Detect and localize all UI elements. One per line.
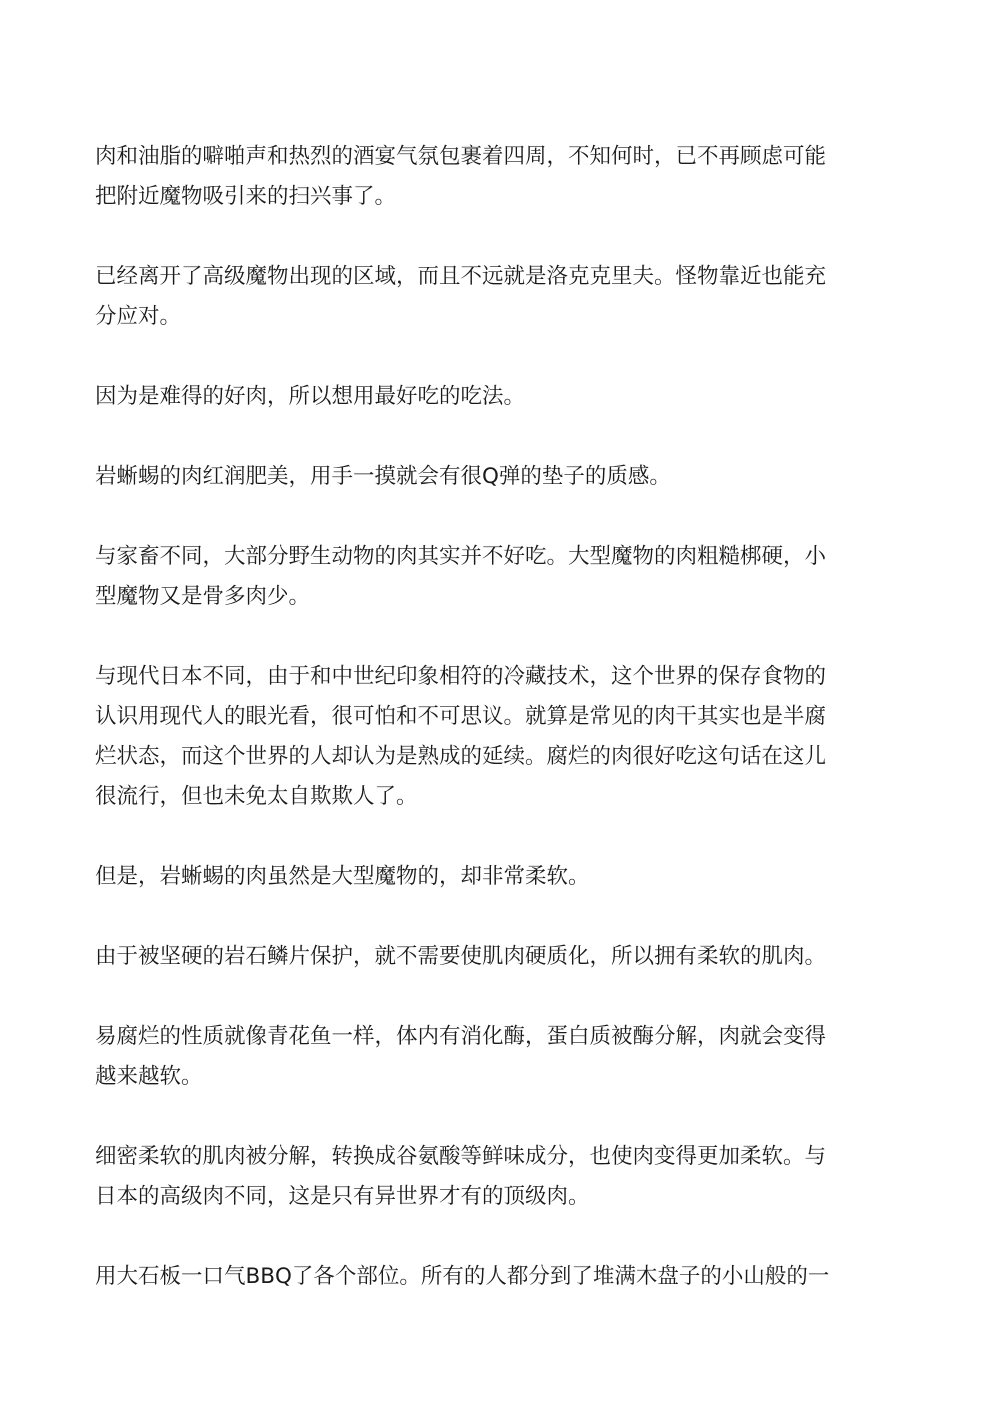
text-line: 但是，岩蜥蜴的肉虽然是大型魔物的，却非常柔软。 (95, 864, 590, 889)
paragraph (95, 857, 895, 897)
text-line: 由于被坚硬的岩石鳞片保护，就不需要使肌肉硬质化，所以拥有柔软的肌肉。 (95, 944, 827, 969)
paragraph (95, 1257, 895, 1297)
paragraph (95, 137, 895, 217)
text-line: 型魔物又是骨多肉少。 (95, 584, 311, 609)
text-line: 烂状态，而这个世界的人却认为是熟成的延续。腐烂的肉很好吃这句话在这儿 (95, 744, 827, 769)
text-line: 与家畜不同，大部分野生动物的肉其实并不好吃。大型魔物的肉粗糙梆硬，小 (95, 544, 827, 569)
text-line: 很流行，但也未免太自欺欺人了。 (95, 784, 418, 809)
text-line: 岩蜥蜴的肉红润肥美，用手一摸就会有很Q弹的垫子的质感。 (95, 464, 671, 489)
paragraph (95, 1137, 895, 1217)
paragraph (95, 257, 895, 337)
paragraph (95, 657, 895, 817)
text-line: 分应对。 (95, 304, 182, 329)
text-line: 细密柔软的肌肉被分解，转换成谷氨酸等鲜味成分，也使肉变得更加柔软。与 (95, 1144, 827, 1169)
paragraph (95, 1017, 895, 1097)
paragraph (95, 537, 895, 617)
text-line: 日本的高级肉不同，这是只有异世界才有的顶级肉。 (95, 1184, 590, 1209)
paragraph (95, 457, 895, 497)
text-line: 用大石板一口气BBQ了各个部位。所有的人都分到了堆满木盘子的小山般的一 (95, 1264, 830, 1289)
text-line: 已经离开了高级魔物出现的区域，而且不远就是洛克克里夫。怪物靠近也能充 (95, 264, 827, 289)
text-line: 与现代日本不同，由于和中世纪印象相符的冷藏技术，这个世界的保存食物的 (95, 664, 827, 689)
text-line: 因为是难得的好肉，所以想用最好吃的吃法。 (95, 384, 526, 409)
novel-text-body (95, 137, 895, 1337)
text-line: 肉和油脂的噼啪声和热烈的酒宴气氛包裹着四周，不知何时，已不再顾虑可能 (95, 144, 827, 169)
text-line: 易腐烂的性质就像青花鱼一样，体内有消化酶，蛋白质被酶分解，肉就会变得 (95, 1024, 827, 1049)
text-line: 认识用现代人的眼光看，很可怕和不可思议。就算是常见的肉干其实也是半腐 (95, 704, 827, 729)
text-line: 把附近魔物吸引来的扫兴事了。 (95, 184, 397, 209)
paragraph (95, 937, 895, 977)
paragraph (95, 377, 895, 417)
text-line: 越来越软。 (95, 1064, 203, 1089)
